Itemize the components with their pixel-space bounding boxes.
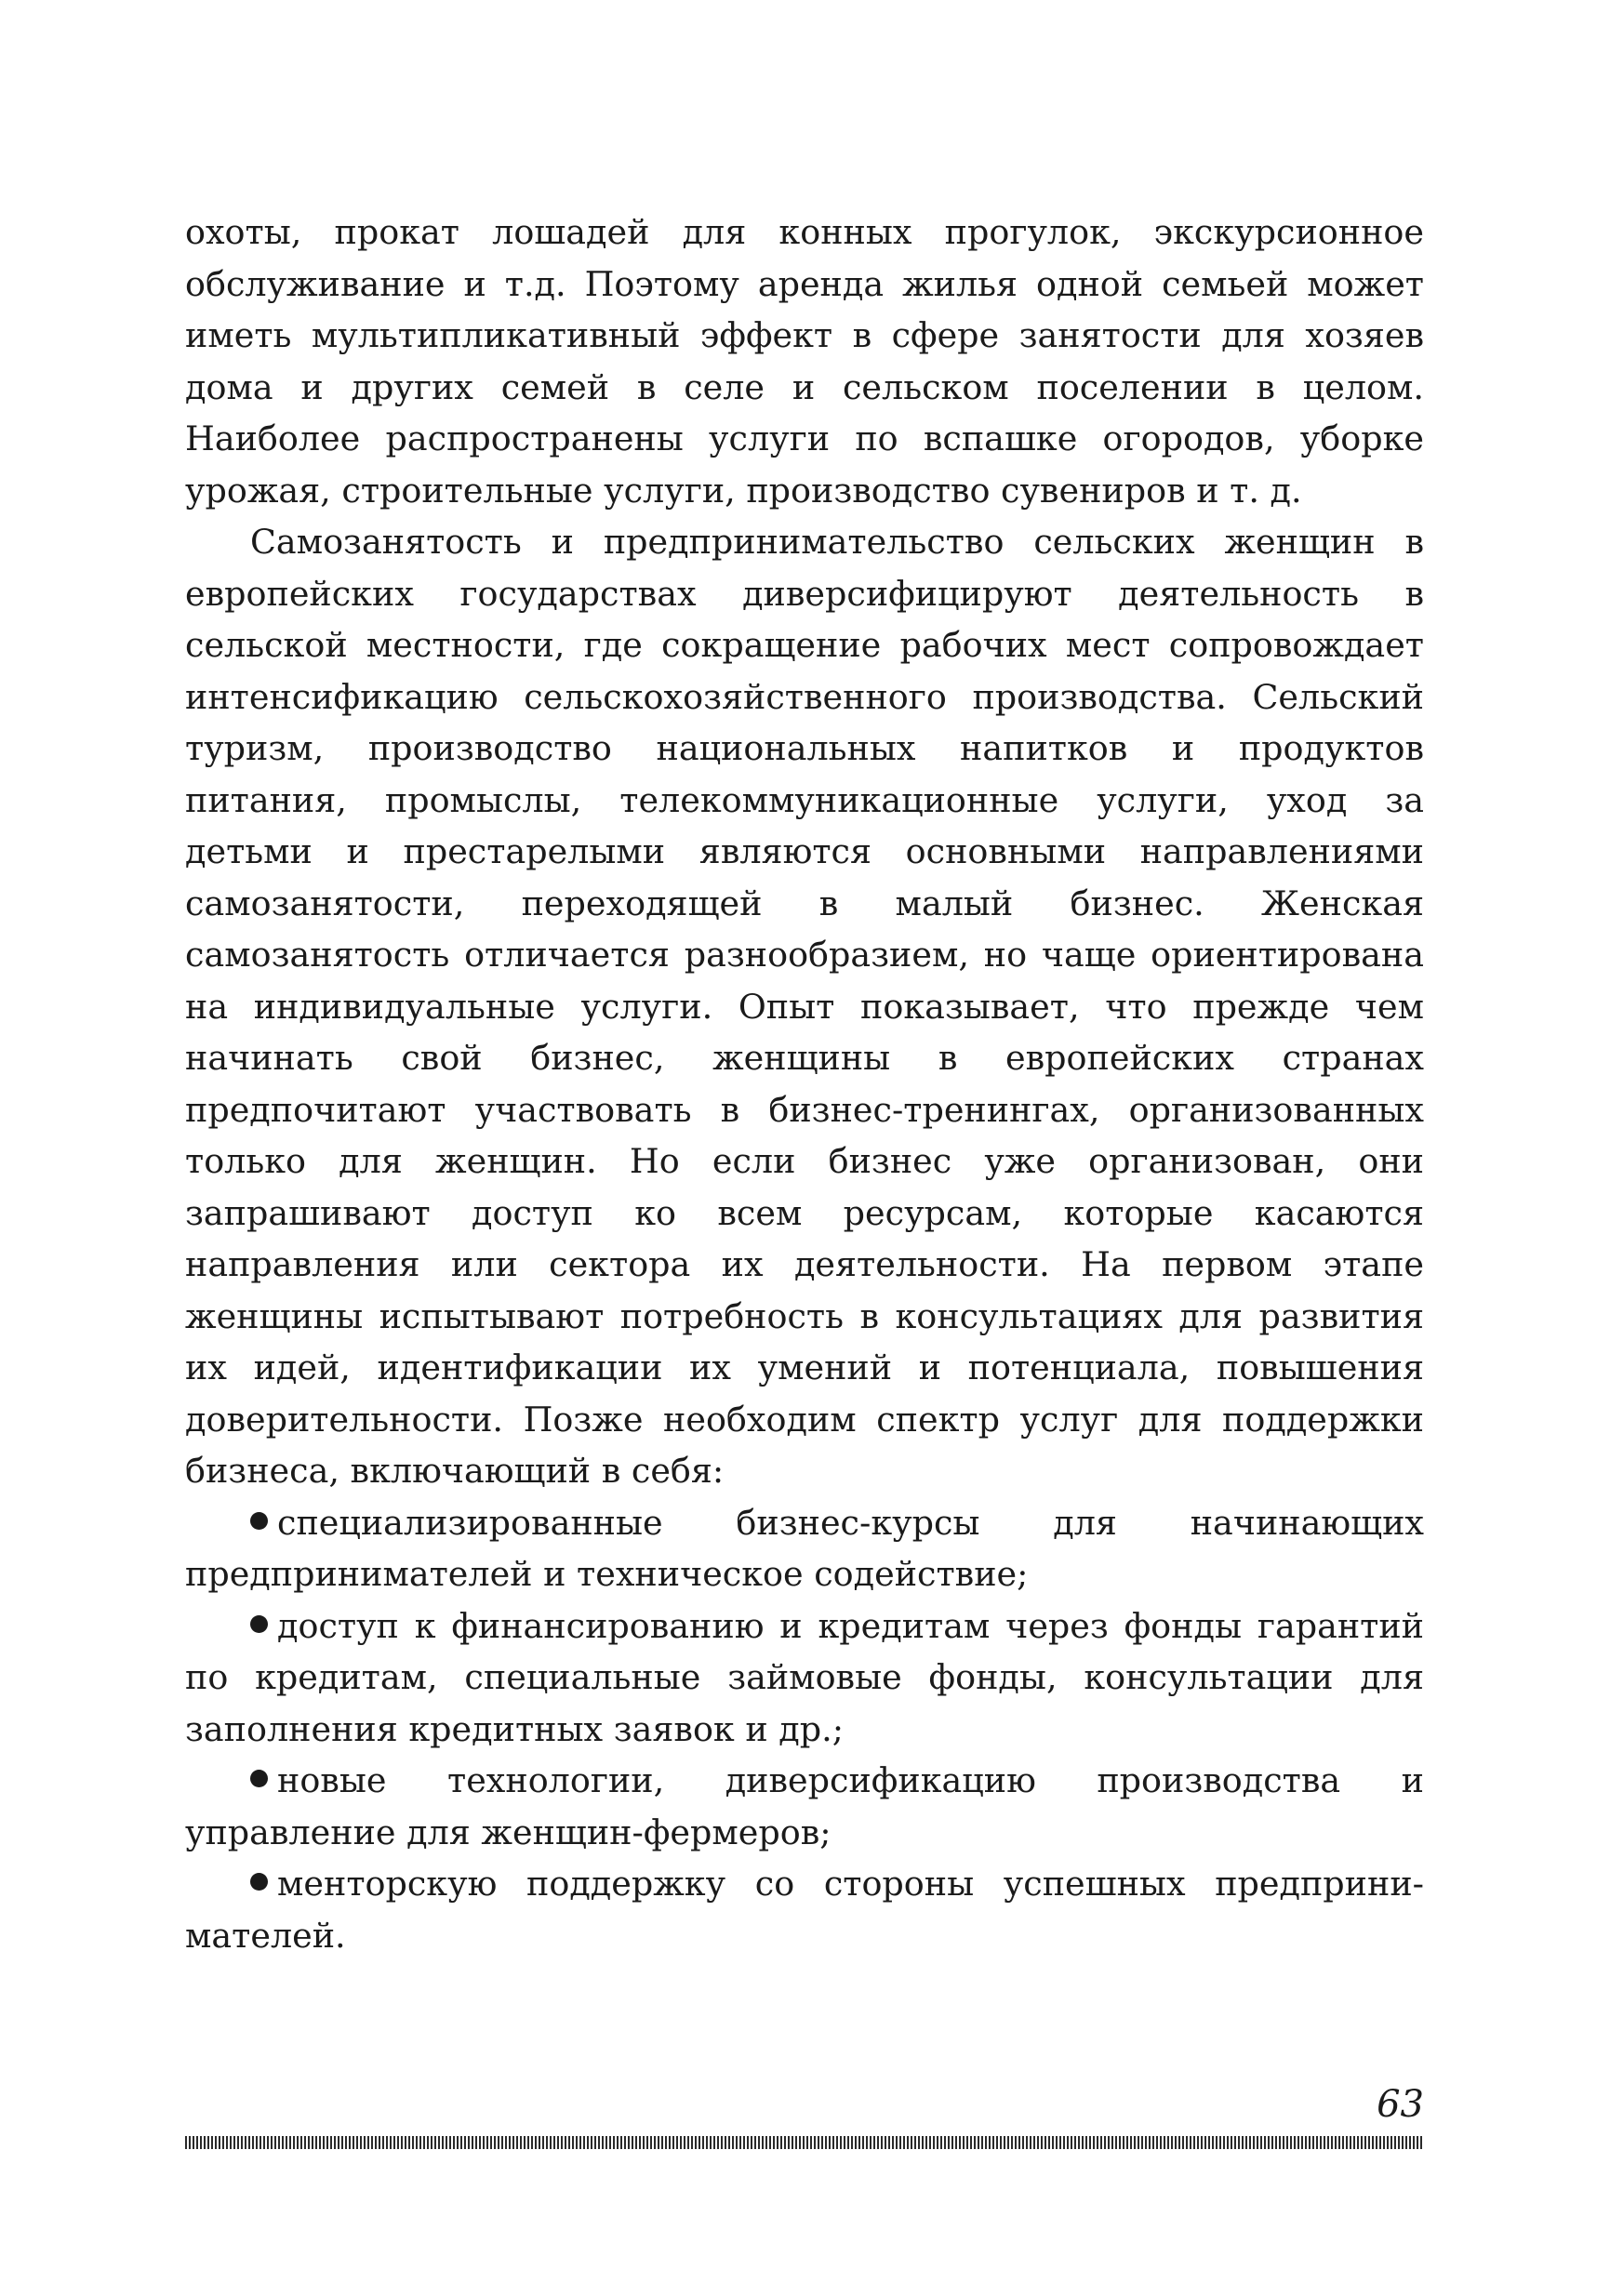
list-item-text: специализированные бизнес-курсы для начинающих предпринимателей и техническое содействие; [185, 1502, 1424, 1594]
bullet-icon [250, 1512, 268, 1530]
bullet-icon [250, 1770, 268, 1787]
footer-rule [185, 2136, 1424, 2149]
paragraph-continuation: охоты, прокат лошадей для конных прогулок, экскурсионное обслуживание и т.д. Поэтому аренда жилья одной семьей может иметь мультипликативный эффект в сфере занятости для хозяев дома и других семей в селе и сельском поселении в целом. Наиболее распространены услуги по вспашке огородов, уборке урожая, строительные услуги, производство сувениров и т. д. [185, 212, 1424, 511]
list-item-text: новые технологии, диверсификацию производства и управление для женщин-фермеров; [185, 1760, 1424, 1852]
paragraph-self-employment: Самозанятость и предпринимательство сельских женщин в европейских государствах диверсифицируют деятельность в сельской местности, где сокращение рабочих мест сопровождает интенсификацию сельскохозяйственного производства. Сельский туризм, производство национальных напитков и продуктов питания, промыслы, телекоммуникационные услуги, уход за детьми и престарелыми являются основными направлениями самозанятости, переходящей в малый бизнес. Женская самозанятость отличается разнообразием, но чаще ориентирована на индивидуальные услуги. Опыт показывает, что прежде чем начинать свой бизнес, женщины в европейских странах предпочитают участвовать в бизнес-тренингах, организованных только для женщин. Но если бизнес уже организован, они запрашивают доступ ко всем ресурсам, которые касаются направления или сектора их деятельности. На первом этапе женщины испытывают потребность в консультациях для развития их идей, идентификации их умений и потенциала, повышения доверительности. Позже необходим спектр услуг для поддержки бизнеса, включающий в себя: [185, 522, 1424, 1491]
list-item-text: доступ к финансированию и кредитам через фонды гарантий по кредитам, специальные займовые фонды, консультации для заполнения кредитных заявок и др.; [185, 1605, 1424, 1749]
list-item [185, 1600, 1424, 1756]
services-list [185, 1497, 1424, 1962]
bullet-icon [250, 1873, 268, 1891]
bullet-icon [250, 1615, 268, 1633]
page-body [185, 206, 1424, 1961]
page-number: 63 [1377, 2083, 1424, 2126]
list-item-text: менторскую поддержку со стороны успешных предпринимателей. [185, 1864, 1424, 1956]
list-item [185, 1858, 1424, 1961]
list-item [185, 1755, 1424, 1858]
list-item [185, 1497, 1424, 1600]
